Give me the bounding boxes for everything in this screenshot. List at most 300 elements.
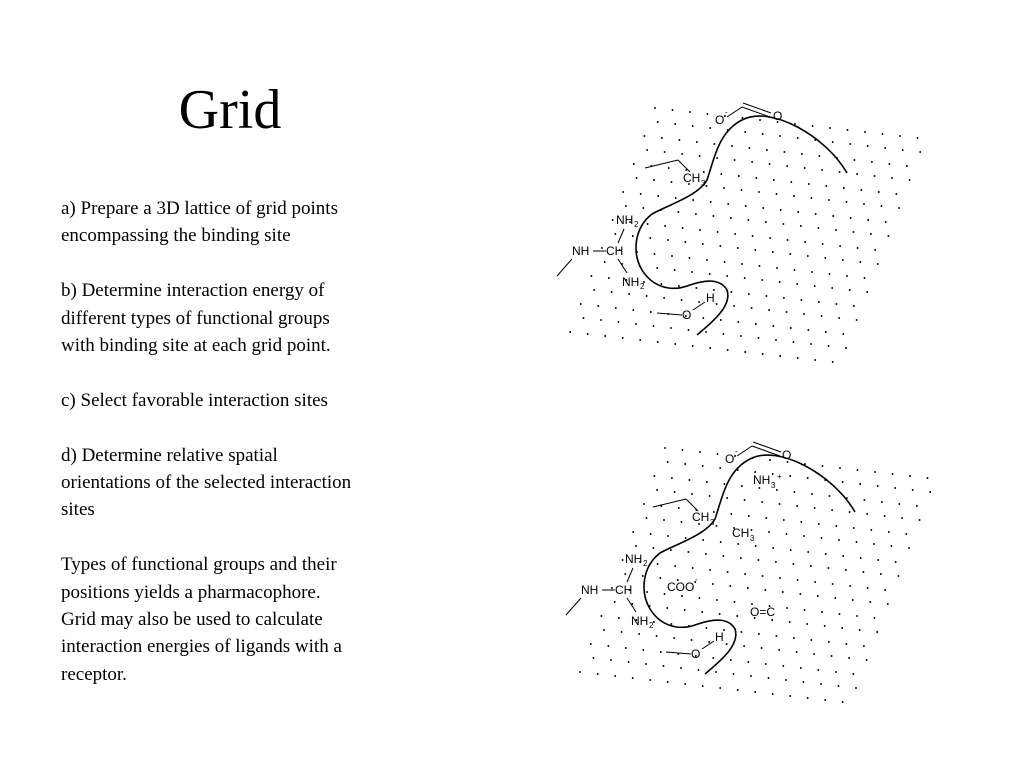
grid-point: [737, 247, 739, 249]
grid-point: [842, 481, 844, 483]
grid-point: [817, 669, 819, 671]
grid-point: [681, 595, 683, 597]
grid-point: [698, 301, 700, 303]
grid-point: [765, 295, 767, 297]
grid-point: [671, 255, 673, 257]
grid-point: [810, 639, 812, 641]
grid-point: [775, 339, 777, 341]
grid-point: [838, 685, 840, 687]
grid-point: [674, 565, 676, 567]
grid-point: [849, 289, 851, 291]
grid-point: [682, 227, 684, 229]
grid-point: [912, 489, 914, 491]
grid-point: [657, 563, 659, 565]
grid-point: [779, 355, 781, 357]
grid-point: [860, 557, 862, 559]
grid-point: [716, 525, 718, 527]
grid-point: [839, 613, 841, 615]
grid-point: [597, 673, 599, 675]
grid-point: [691, 271, 693, 273]
grid-point: [820, 683, 822, 685]
grid-point: [667, 461, 669, 463]
grid-point: [698, 669, 700, 671]
grid-point: [652, 547, 654, 549]
grid-point: [800, 299, 802, 301]
grid-point: [818, 301, 820, 303]
grid-point: [821, 169, 823, 171]
grid-point: [719, 613, 721, 615]
grid-point: [838, 317, 840, 319]
grid-point: [793, 491, 795, 493]
grid-point: [653, 325, 655, 327]
grid-point: [754, 249, 756, 251]
grid-point: [814, 581, 816, 583]
grid-point: [731, 145, 733, 147]
grid-point: [829, 127, 831, 129]
label-coo: COO: [667, 580, 695, 594]
grid-point: [709, 273, 711, 275]
grid-point: [692, 567, 694, 569]
grid-point: [835, 525, 837, 527]
grid-point: [871, 161, 873, 163]
grid-point: [902, 149, 904, 151]
grid-point: [660, 283, 662, 285]
grid-point: [612, 219, 614, 221]
grid-point: [762, 575, 764, 577]
grid-point: [758, 633, 760, 635]
grid-point: [664, 447, 666, 449]
grid-point: [646, 149, 648, 151]
grid-point: [789, 695, 791, 697]
grid-point: [604, 335, 606, 337]
grid-point: [807, 255, 809, 257]
grid-point: [656, 267, 658, 269]
grid-point: [818, 523, 820, 525]
grid-point: [797, 357, 799, 359]
grid-point: [866, 659, 868, 661]
grid-point: [744, 499, 746, 501]
grid-point: [807, 329, 809, 331]
grid-point: [730, 513, 732, 515]
grid-point: [863, 203, 865, 205]
grid-point: [891, 177, 893, 179]
grid-point: [874, 249, 876, 251]
grid-point: [793, 341, 795, 343]
grid-point: [614, 601, 616, 603]
grid-point: [657, 121, 659, 123]
grid-point: [646, 517, 648, 519]
grid-point: [593, 657, 595, 659]
grid-point: [796, 651, 798, 653]
grid-point: [857, 247, 859, 249]
grid-point: [695, 213, 697, 215]
grid-point: [845, 347, 847, 349]
grid-point: [783, 297, 785, 299]
grid-point: [772, 693, 774, 695]
grid-point: [843, 187, 845, 189]
grid-point: [734, 601, 736, 603]
label-nh3-sub: 3: [771, 481, 776, 490]
grid-point: [804, 241, 806, 243]
grid-point: [806, 623, 808, 625]
grid-point: [856, 173, 858, 175]
grid-point: [822, 465, 824, 467]
grid-point: [593, 289, 595, 291]
grid-point: [762, 353, 764, 355]
grid-point: [832, 361, 834, 363]
grid-point: [681, 299, 683, 301]
grid-point: [670, 623, 672, 625]
grid-point: [709, 569, 711, 571]
grid-point: [699, 597, 701, 599]
grid-point: [895, 561, 897, 563]
grid-diagram-bottom: [566, 442, 931, 703]
bond-o-h: [702, 641, 714, 649]
grid-point: [730, 217, 732, 219]
grid-point: [668, 167, 670, 169]
grid-point: [829, 273, 831, 275]
grid-point: [800, 225, 802, 227]
grid-point: [811, 493, 813, 495]
grid-point: [603, 629, 605, 631]
grid-point: [891, 545, 893, 547]
grid-point: [881, 501, 883, 503]
grid-point: [614, 675, 616, 677]
label-nh2-lower: NH: [622, 275, 640, 289]
grid-point: [671, 477, 673, 479]
grid-point: [659, 577, 661, 579]
grid-point: [709, 127, 711, 129]
grid-point: [797, 211, 799, 213]
grid-point: [822, 243, 824, 245]
label-o-double: O: [773, 109, 783, 123]
grid-point: [862, 571, 864, 573]
label-ch3: CH: [683, 171, 701, 185]
grid-point: [905, 533, 907, 535]
grid-point: [713, 143, 715, 145]
grid-point: [684, 683, 686, 685]
paragraph-line: interaction energies of ligands with a: [61, 636, 342, 658]
paragraph-line: Grid may also be used to calculate: [61, 609, 323, 631]
grid-point: [621, 631, 623, 633]
grid-point: [689, 257, 691, 259]
grid-point: [863, 499, 865, 501]
grid-point: [723, 187, 725, 189]
grid-point: [737, 321, 739, 323]
grid-point: [775, 635, 777, 637]
grid-point: [873, 543, 875, 545]
grid-point: [916, 505, 918, 507]
grid-point: [649, 679, 651, 681]
grid-point: [733, 305, 735, 307]
grid-point: [790, 549, 792, 551]
grid-point: [744, 277, 746, 279]
grid-point: [727, 349, 729, 351]
grid-point: [640, 193, 642, 195]
grid-point: [831, 509, 833, 511]
grid-point: [601, 247, 603, 249]
grid-point: [744, 131, 746, 133]
grid-point: [828, 199, 830, 201]
grid-point: [743, 645, 745, 647]
grid-point: [828, 495, 830, 497]
grid-point: [674, 269, 676, 271]
grid-point: [859, 483, 861, 485]
grid-point: [748, 515, 750, 517]
grid-point: [884, 515, 886, 517]
grid-point: [744, 573, 746, 575]
paragraph-line: sites: [61, 499, 95, 521]
grid-point: [674, 123, 676, 125]
bond-o-c: [737, 446, 752, 456]
grid-point: [639, 339, 641, 341]
grid-point: [799, 593, 801, 595]
grid-point: [702, 685, 704, 687]
grid-point: [821, 611, 823, 613]
bond-o-h: [693, 302, 705, 310]
grid-point: [927, 477, 929, 479]
grid-point: [853, 527, 855, 529]
grid-point: [656, 489, 658, 491]
grid-point: [853, 305, 855, 307]
grid-point: [845, 643, 847, 645]
grid-point: [906, 165, 908, 167]
grid-point: [674, 343, 676, 345]
bond-o-c: [727, 107, 742, 117]
grid-point: [779, 503, 781, 505]
grid-point: [738, 175, 740, 177]
grid-point: [848, 657, 850, 659]
grid-point: [800, 667, 802, 669]
grid-point: [720, 319, 722, 321]
grid-point: [744, 351, 746, 353]
grid-point: [884, 147, 886, 149]
grid-point: [917, 137, 919, 139]
grid-point: [766, 149, 768, 151]
grid-point: [692, 199, 694, 201]
grid-point: [654, 253, 656, 255]
grid-point: [747, 661, 749, 663]
grid-point: [681, 153, 683, 155]
grid-point: [656, 635, 658, 637]
grid-point: [667, 535, 669, 537]
grid-point: [667, 239, 669, 241]
grid-point: [751, 161, 753, 163]
grid-point: [792, 563, 794, 565]
grid-point: [888, 163, 890, 165]
grid-point: [786, 607, 788, 609]
grid-point: [747, 219, 749, 221]
grid-point: [834, 597, 836, 599]
grid-point: [604, 261, 606, 263]
label-nh2-upper: NH: [616, 213, 634, 227]
grid-point: [908, 547, 910, 549]
label-nh: NH: [581, 583, 599, 597]
grid-point: [778, 649, 780, 651]
grid-point: [828, 345, 830, 347]
grid-point: [762, 207, 764, 209]
grid-point: [755, 177, 757, 179]
grid-point: [642, 575, 644, 577]
grid-point: [785, 679, 787, 681]
grid-point: [740, 631, 742, 633]
grid-point: [724, 261, 726, 263]
grid-point: [663, 519, 665, 521]
grid-point: [625, 205, 627, 207]
grid-point: [877, 263, 879, 265]
bond-tail: [557, 259, 572, 276]
grid-point: [666, 607, 668, 609]
grid-point: [646, 591, 648, 593]
grid-point: [849, 511, 851, 513]
grid-point: [751, 529, 753, 531]
grid-point: [842, 333, 844, 335]
grid-point: [671, 181, 673, 183]
grid-point: [811, 271, 813, 273]
grid-point: [919, 151, 921, 153]
grid-point: [881, 205, 883, 207]
grid-point: [719, 245, 721, 247]
grid-point: [716, 303, 718, 305]
grid-point: [827, 567, 829, 569]
grid-point: [803, 681, 805, 683]
grid-point: [772, 325, 774, 327]
grid-point: [813, 653, 815, 655]
binding-site-surface: [636, 116, 847, 335]
grid-point: [682, 449, 684, 451]
bond-c-o: [657, 313, 682, 315]
grid-point: [828, 641, 830, 643]
grid-point: [688, 329, 690, 331]
grid-point: [703, 171, 705, 173]
grid-point: [684, 463, 686, 465]
grid-point: [692, 125, 694, 127]
label-o-hydroxyl: O: [682, 308, 692, 322]
grid-point: [709, 495, 711, 497]
grid-point: [852, 599, 854, 601]
grid-point: [850, 217, 852, 219]
grid-point: [653, 179, 655, 181]
grid-point: [810, 343, 812, 345]
grid-point: [874, 471, 876, 473]
label-nh2-upper-sub: 2: [634, 220, 639, 229]
grid-point: [878, 191, 880, 193]
grid-point: [583, 317, 585, 319]
grid-point: [719, 687, 721, 689]
grid-point: [726, 275, 728, 277]
grid-point: [645, 663, 647, 665]
grid-point: [680, 667, 682, 669]
label-h: H: [706, 291, 715, 305]
grid-point: [803, 535, 805, 537]
grid-point: [614, 233, 616, 235]
grid-point: [779, 281, 781, 283]
grid-point: [899, 135, 901, 137]
grid-point: [663, 297, 665, 299]
grid-point: [684, 241, 686, 243]
grid-point: [705, 627, 707, 629]
grid-point: [759, 119, 761, 121]
grid-point: [681, 521, 683, 523]
bond-ch-nh2: [627, 598, 636, 612]
grid-point: [664, 593, 666, 595]
grid-point: [745, 205, 747, 207]
grid-point: [842, 555, 844, 557]
grid-point: [764, 589, 766, 591]
grid-point: [741, 263, 743, 265]
grid-point: [835, 671, 837, 673]
grid-point: [864, 131, 866, 133]
grid-point: [786, 311, 788, 313]
grid-point: [734, 233, 736, 235]
grid-point: [608, 277, 610, 279]
grid-point: [673, 637, 675, 639]
grid-point: [646, 295, 648, 297]
grid-point: [705, 331, 707, 333]
grid-point: [712, 583, 714, 585]
grid-point: [691, 493, 693, 495]
grid-point: [780, 209, 782, 211]
grid-point: [685, 537, 687, 539]
grid-point: [787, 239, 789, 241]
grid-point: [762, 133, 764, 135]
grid-point: [825, 553, 827, 555]
grid-point: [748, 147, 750, 149]
label-ch3-b: CH: [732, 526, 750, 540]
grid-point: [649, 237, 651, 239]
grid-point: [720, 173, 722, 175]
grid-point: [887, 603, 889, 605]
grid-point: [800, 521, 802, 523]
grid-point: [898, 207, 900, 209]
grid-point: [769, 237, 771, 239]
grid-point: [824, 625, 826, 627]
grid-point: [580, 303, 582, 305]
bond-nh2-ch: [618, 229, 624, 243]
grid-point: [869, 601, 871, 603]
grid-point: [678, 285, 680, 287]
grid-point: [706, 185, 708, 187]
grid-point: [842, 259, 844, 261]
grid-point: [772, 473, 774, 475]
grid-point: [758, 191, 760, 193]
grid-point: [775, 561, 777, 563]
grid-point: [859, 261, 861, 263]
grid-point: [689, 111, 691, 113]
grid-point: [761, 279, 763, 281]
label-o-minus: O: [715, 113, 725, 127]
grid-point: [660, 651, 662, 653]
grid-point: [712, 215, 714, 217]
grid-point: [769, 459, 771, 461]
grid-point: [691, 639, 693, 641]
label-o-hydroxyl: O: [691, 647, 701, 661]
grid-point: [817, 227, 819, 229]
grid-point: [857, 469, 859, 471]
grid-point: [699, 155, 701, 157]
grid-point: [842, 701, 844, 703]
grid-point: [796, 283, 798, 285]
grid-point: [611, 291, 613, 293]
grid-point: [733, 673, 735, 675]
label-o-double: O: [782, 448, 792, 462]
label-ch3-a: CH: [692, 510, 710, 524]
grid-point: [909, 179, 911, 181]
grid-point: [757, 559, 759, 561]
grid-point: [709, 347, 711, 349]
grid-point: [706, 259, 708, 261]
grid-point: [716, 599, 718, 601]
